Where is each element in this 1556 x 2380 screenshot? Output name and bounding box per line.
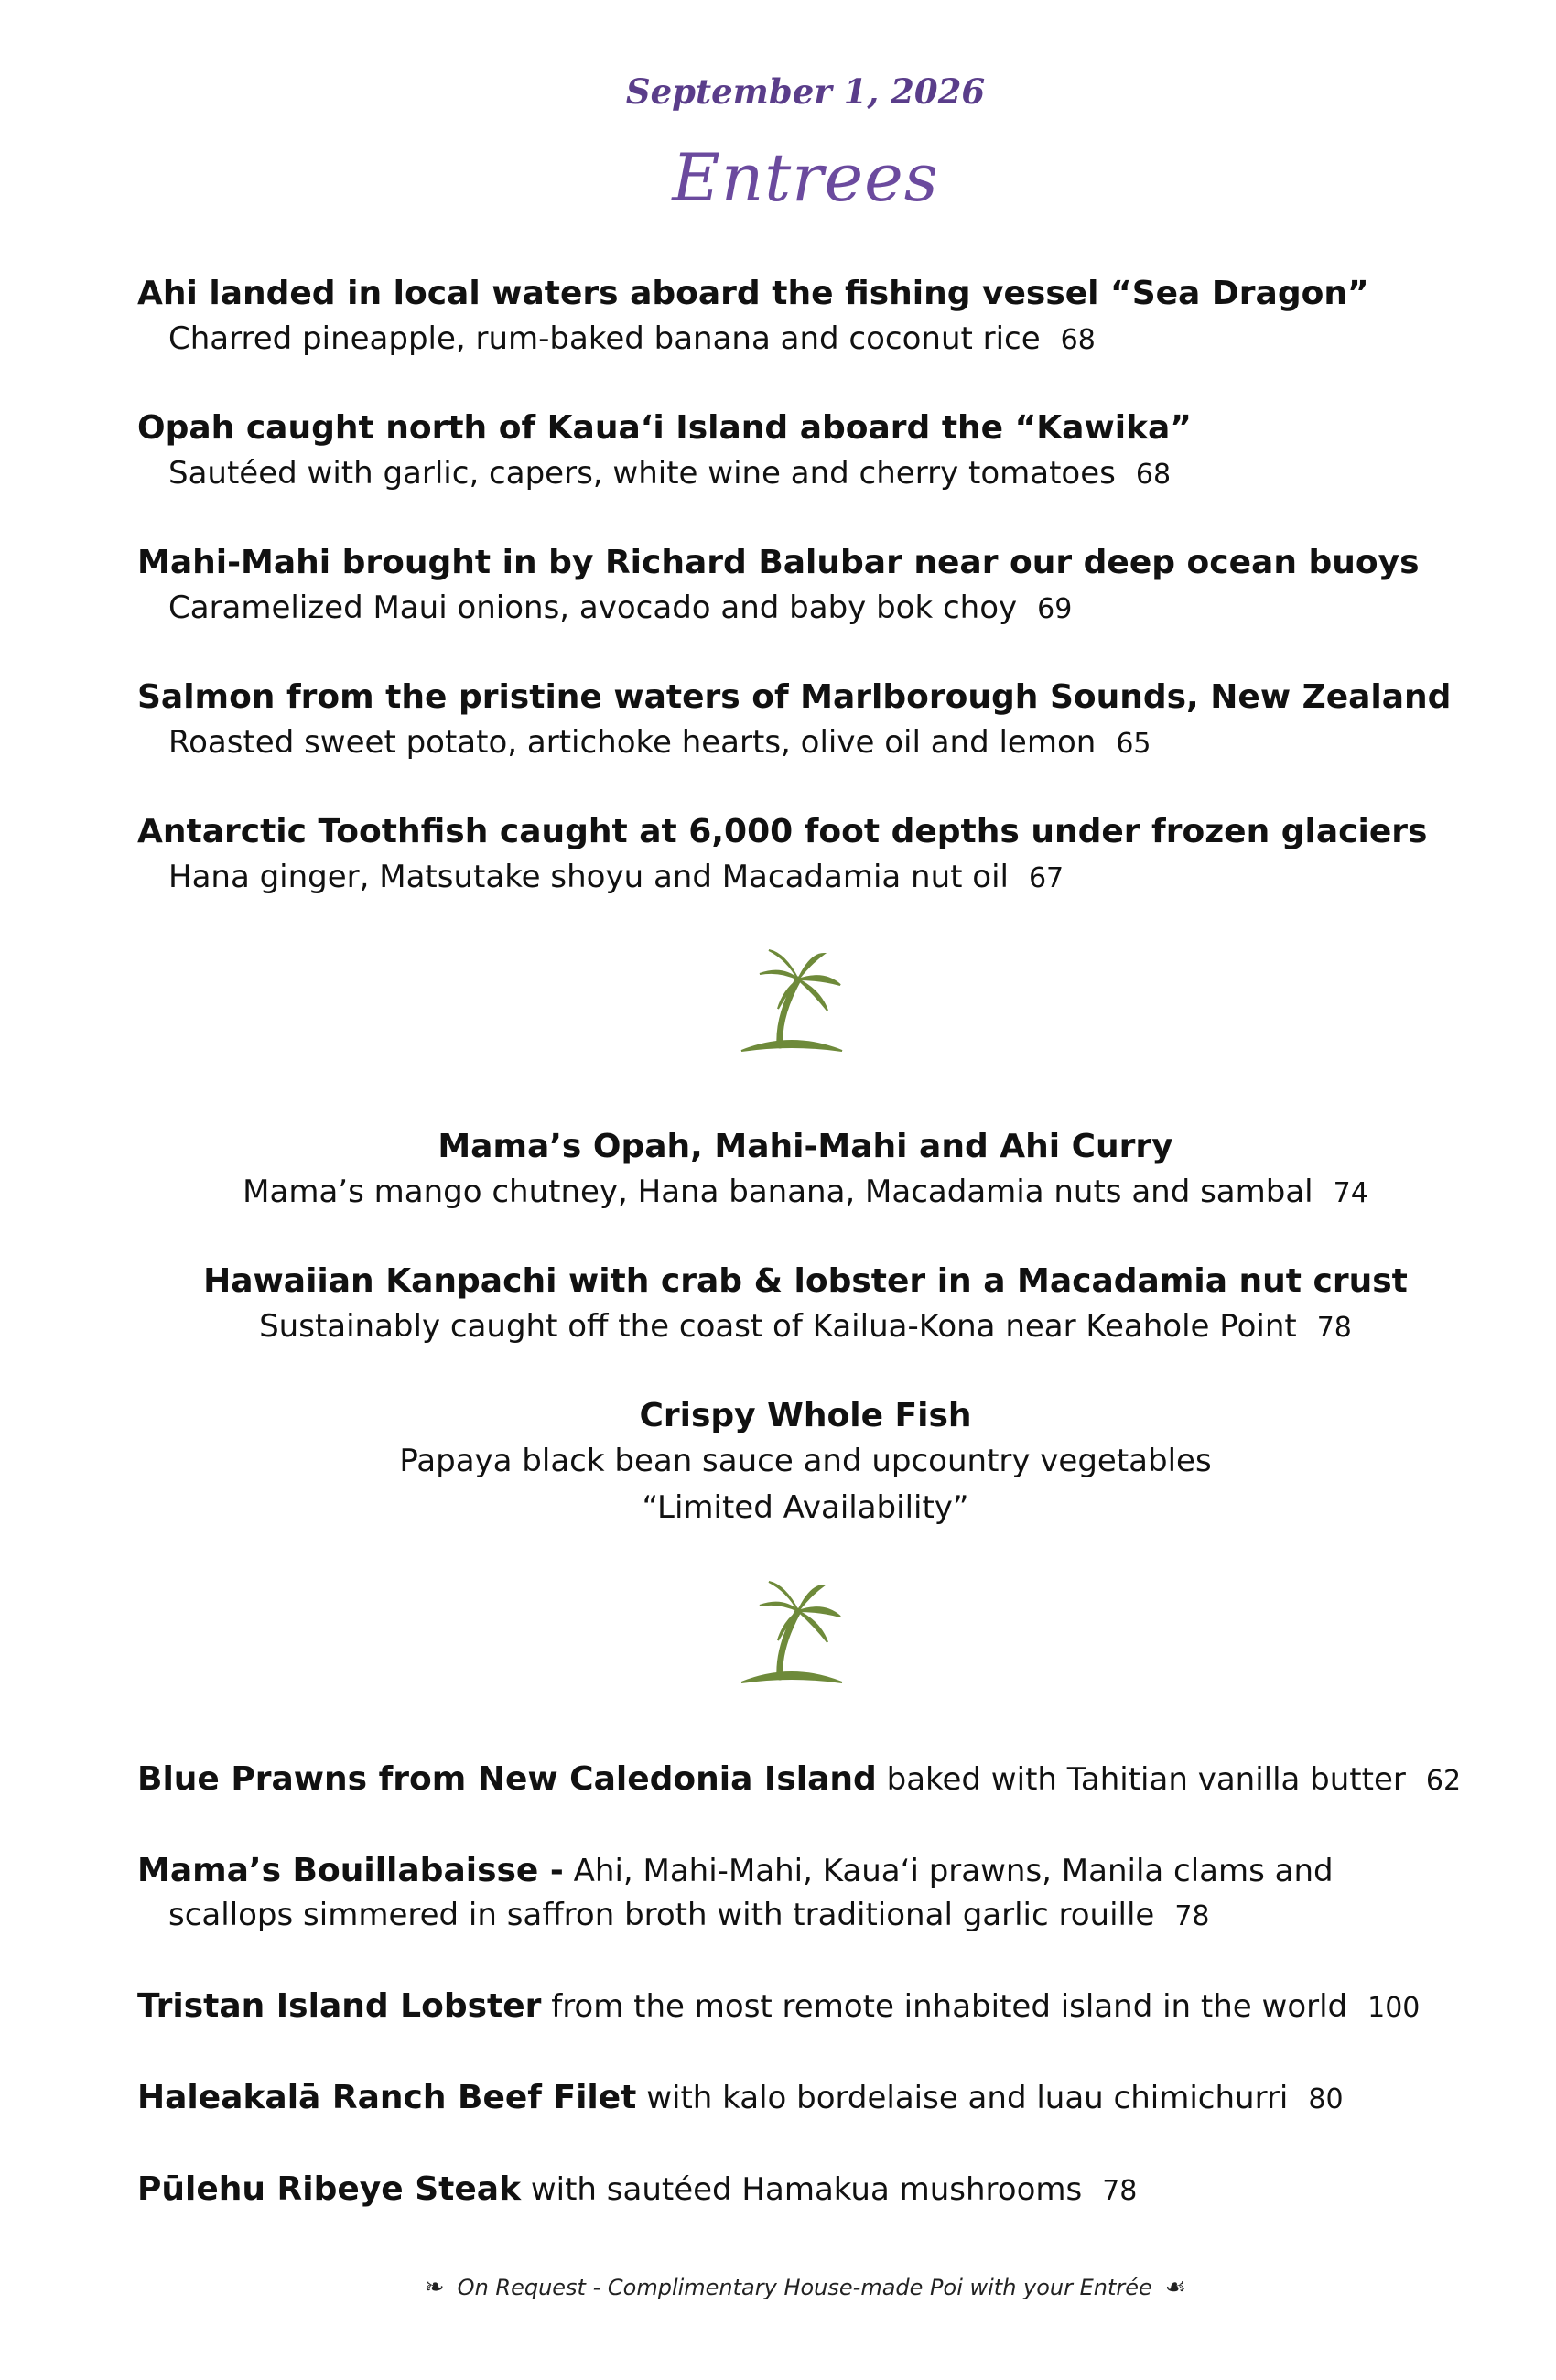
palm-tree-icon — [732, 943, 851, 1062]
footer-note — [0, 2274, 1556, 2301]
item-desc: from the most remote inhabited island in the world — [551, 1988, 1348, 2025]
item-price: 67 — [1028, 862, 1064, 894]
item-desc-continued: scallops simmered in saffron broth with traditional garlic rouille 78 — [168, 1897, 1210, 1933]
menu-date: September 1, 2026 — [625, 71, 986, 112]
menu-item — [137, 2076, 1519, 2122]
item-price: 78 — [1174, 1900, 1210, 1932]
menu-item — [137, 1985, 1519, 2030]
item-desc: Ahi, Mahi-Mahi, Kauaʻi prawns, Manila clams and — [573, 1853, 1334, 1889]
item-name: Crispy Whole Fish — [639, 1397, 972, 1434]
menu-title: Entrees — [672, 139, 939, 216]
footer-text: On Request - Complimentary House-made Poi with your Entrée — [457, 2275, 1152, 2300]
menu-item — [137, 809, 1501, 901]
item-desc: Hana ginger, Matsutake shoyu and Macadamia nut oil 67 — [168, 859, 1064, 895]
item-name: Hawaiian Kanpachi with crab & lobster in a Macadamia nut crust — [203, 1262, 1408, 1300]
menu-item — [137, 1849, 1519, 1939]
item-price: 68 — [1060, 324, 1096, 356]
menu-item — [0, 1124, 1556, 1216]
menu-item — [137, 1758, 1519, 1803]
menu-item — [137, 406, 1501, 497]
item-note: “Limited Availability” — [642, 1489, 969, 1526]
item-name: Mahi-Mahi brought in by Richard Balubar near our deep ocean buoys — [137, 544, 1420, 581]
menu-item — [137, 540, 1501, 632]
item-desc: Papaya black bean sauce and upcountry vegetables — [399, 1443, 1212, 1479]
item-name: Antarctic Toothfish caught at 6,000 foot depths under frozen glaciers — [137, 813, 1428, 850]
item-desc: Roasted sweet potato, artichoke hearts, olive oil and lemon 65 — [168, 724, 1151, 761]
item-price: 65 — [1116, 728, 1151, 760]
item-price: 78 — [1316, 1312, 1352, 1344]
item-price: 74 — [1333, 1177, 1368, 1209]
flourish-right-icon: ☙ — [1164, 2274, 1187, 2301]
item-price: 68 — [1135, 459, 1172, 491]
menu-item — [137, 675, 1501, 766]
item-price: 62 — [1425, 1765, 1462, 1797]
item-name: Tristan Island Lobster — [137, 1987, 542, 2025]
item-desc: Caramelized Maui onions, avocado and baby bok choy 69 — [168, 590, 1073, 626]
item-name: Blue Prawns from New Caledonia Island — [137, 1760, 877, 1798]
item-name: Ahi landed in local waters aboard the fishing vessel “Sea Dragon” — [137, 275, 1369, 312]
item-desc: with sautéed Hamakua mushrooms — [530, 2171, 1083, 2208]
menu-item — [0, 1393, 1556, 1532]
flourish-left-icon: ❧ — [424, 2274, 445, 2301]
item-desc: Sustainably caught off the coast of Kailua-Kona near Keahole Point 78 — [259, 1308, 1352, 1345]
item-price: 80 — [1308, 2083, 1344, 2115]
item-price: 69 — [1037, 593, 1073, 625]
item-name: Opah caught north of Kauaʻi Island aboard the “Kawika” — [137, 409, 1192, 447]
item-desc: Charred pineapple, rum-baked banana and coconut rice 68 — [168, 320, 1096, 357]
item-desc: Mama’s mango chutney, Hana banana, Macadamia nuts and sambal 74 — [243, 1174, 1368, 1210]
menu-item — [137, 271, 1501, 362]
item-name: Salmon from the pristine waters of Marlborough Sounds, New Zealand — [137, 678, 1452, 716]
item-name: Mama’s Bouillabaisse - — [137, 1852, 564, 1889]
item-desc: Sautéed with garlic, capers, white wine and cherry tomatoes 68 — [168, 455, 1172, 492]
item-name: Pūlehu Ribeye Steak — [137, 2170, 522, 2208]
item-name: Mama’s Opah, Mahi-Mahi and Ahi Curry — [438, 1128, 1173, 1165]
menu-item — [0, 1259, 1556, 1350]
item-price: 100 — [1367, 1992, 1421, 2024]
item-desc: with kalo bordelaise and luau chimichurri — [646, 2080, 1289, 2116]
menu-item — [137, 2168, 1519, 2213]
item-price: 78 — [1102, 2175, 1138, 2207]
item-desc: baked with Tahitian vanilla butter — [886, 1761, 1406, 1798]
palm-tree-icon — [732, 1574, 851, 1693]
item-name: Haleakalā Ranch Beef Filet — [137, 2079, 637, 2116]
